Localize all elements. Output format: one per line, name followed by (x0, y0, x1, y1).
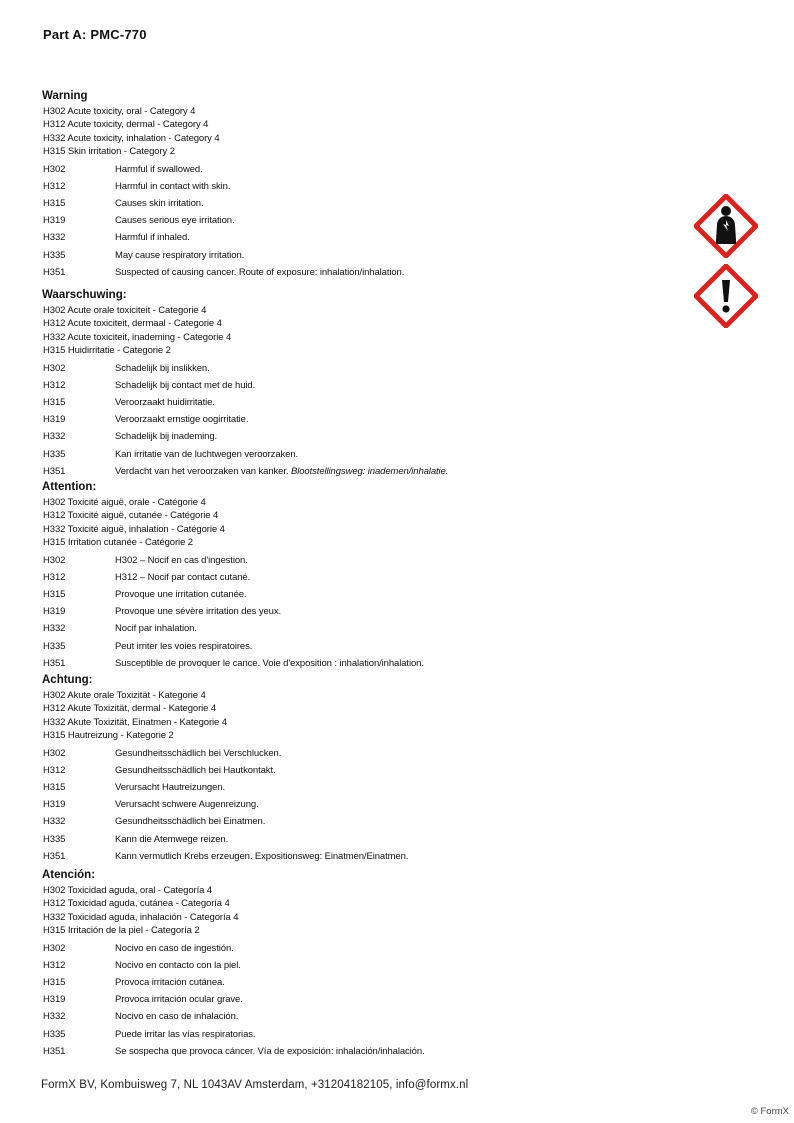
hazard-text: Se sospecha que provoca cáncer. Vía de exposición: inhalación/inhalación. (115, 1045, 425, 1057)
hazard-code: H312 (43, 180, 66, 192)
hazard-text: Provoque une irritation cutanée. (115, 589, 247, 600)
hazard-code: H315 (43, 397, 66, 408)
hazard-statement-row (42, 976, 602, 993)
hazard-text: Harmful if swallowed. (115, 163, 203, 175)
hazard-text: Verursacht schwere Augenreizung. (115, 799, 259, 811)
hazard-code: H315 (43, 782, 66, 793)
hazard-code: H351 (43, 465, 66, 477)
hazard-statement-row (42, 1045, 602, 1062)
hazard-text: Nocif par inhalation. (115, 623, 197, 635)
hazard-code: H351 (43, 850, 66, 862)
hazard-statement-row (42, 833, 602, 850)
hazard-statement-row (42, 1028, 602, 1045)
hazard-text: Peut irriter les voies respiratoires. (115, 640, 253, 652)
hazard-code: H335 (43, 1028, 66, 1040)
classification-item: H332 Acute toxicity, inhalation - Category 4 (43, 132, 220, 144)
hazard-code: H315 (43, 977, 66, 988)
classification-item: H312 Acute toxiciteit, dermaal - Categorie 4 (43, 318, 222, 330)
hazard-code: H312 (43, 764, 66, 776)
classification-item: H315 Hautreizung - Kategorie 2 (43, 730, 174, 742)
hazard-text: Suspected of causing cancer. Route of exposure: inhalation/inhalation. (115, 266, 405, 278)
hazard-statement-row (42, 448, 602, 465)
hazard-code: H332 (43, 431, 66, 443)
hazard-code: H312 (43, 959, 66, 971)
page-title: Part A: PMC-770 (43, 27, 147, 42)
hazard-statement-row (42, 396, 602, 413)
hazard-statement-list (42, 163, 602, 283)
classification-item: H332 Acute toxiciteit, inademing - Categorie 4 (43, 331, 232, 343)
hazard-statement-row (42, 413, 602, 430)
hazard-text: Gesundheitsschädlich bei Einatmen. (115, 816, 266, 828)
classification-item: H312 Toxicidad aguda, cutánea - Categoría 4 (43, 898, 230, 910)
hazard-statement-row (42, 798, 602, 815)
hazard-statement-row (42, 959, 602, 976)
hazard-section-en (42, 89, 602, 283)
hazard-code: H302 (43, 554, 66, 566)
hazard-statement-row (42, 640, 602, 657)
hazard-section-fr (42, 480, 602, 674)
hazard-statement-list (42, 942, 602, 1062)
hazard-statement-row (42, 214, 602, 231)
hazard-text: Schadelijk bij inslikken. (115, 362, 210, 374)
hazard-statement-row (42, 993, 602, 1010)
hazard-statement-row (42, 180, 602, 197)
exclamation-mark-icon (694, 264, 758, 328)
hazard-code: H312 (43, 379, 66, 391)
hazard-statement-row (42, 605, 602, 622)
classification-list (42, 884, 602, 938)
hazard-section-es (42, 868, 602, 1062)
hazard-text: Kann vermutlich Krebs erzeugen. Expositionsweg: Einatmen/Einatmen. (115, 850, 409, 862)
hazard-text: Veroorzaakt ernstige oogirritatie. (115, 414, 249, 426)
hazard-section-de (42, 673, 602, 867)
hazard-statement-row (42, 249, 602, 266)
hazard-text: Causes skin irritation. (115, 198, 204, 209)
hazard-code: H302 (43, 163, 66, 175)
exposure-route-note: Blootstellingsweg: inademen/inhalatie. (291, 465, 449, 477)
hazard-statement-row (42, 430, 602, 447)
classification-item: H312 Akute Toxizität, dermal - Kategorie 4 (43, 703, 217, 715)
classification-item: H302 Toxicité aiguë, orale - Catégorie 4 (43, 497, 206, 508)
hazard-statement-row (42, 379, 602, 396)
classification-item: H302 Akute orale Toxizität - Kategorie 4 (43, 690, 206, 701)
classification-item: H315 Huidirritatie - Categorie 2 (43, 345, 171, 357)
hazard-statement-row (42, 197, 602, 214)
hazard-code: H332 (43, 1011, 66, 1023)
hazard-statement-row (42, 657, 602, 674)
hazard-text: Nocivo en caso de inhalación. (115, 1011, 239, 1023)
hazard-text: May cause respiratory irritation. (115, 249, 245, 261)
hazard-text: Schadelijk bij contact met de huid. (115, 379, 256, 391)
hazard-code: H319 (43, 799, 66, 811)
hazard-code: H351 (43, 266, 66, 278)
hazard-statement-row (42, 231, 602, 248)
hazard-text: Susceptible de provoquer le cance. Voie d'exposition : inhalation/inhalation. (115, 657, 424, 669)
section-heading: Waarschuwing: (42, 289, 127, 301)
hazard-text: Verdacht van het veroorzaken van kanker. (115, 465, 289, 477)
classification-item: H332 Akute Toxizität, Einatmen - Kategorie 4 (43, 716, 227, 728)
hazard-text: Provoque une sévère irritation des yeux. (115, 606, 282, 618)
hazard-code: H319 (43, 994, 66, 1006)
footer-contact: FormX BV, Kombuisweg 7, NL 1043AV Amsterdam, +31204182105, info@formx.nl (41, 1079, 469, 1091)
classification-list (42, 304, 602, 358)
hazard-code: H319 (43, 414, 66, 426)
hazard-code: H302 (43, 942, 66, 954)
hazard-statement-row (42, 622, 602, 639)
hazard-code: H332 (43, 816, 66, 828)
hazard-statement-row (42, 362, 602, 379)
classification-item: H302 Acute orale toxiciteit - Categorie 4 (43, 305, 207, 316)
hazard-text: H312 – Nocif par contact cutané. (115, 571, 251, 583)
hazard-code: H335 (43, 833, 66, 845)
hazard-code: H332 (43, 623, 66, 635)
classification-item: H302 Acute toxicity, oral - Category 4 (43, 106, 196, 117)
section-heading: Achtung: (42, 674, 93, 686)
hazard-statement-row (42, 764, 602, 781)
hazard-code: H315 (43, 198, 66, 209)
hazard-statement-row (42, 781, 602, 798)
hazard-code: H351 (43, 1045, 66, 1057)
hazard-text: Nocivo en caso de ingestión. (115, 942, 234, 954)
hazard-statement-row (42, 850, 602, 867)
hazard-statement-row (42, 815, 602, 832)
hazard-text: Nocivo en contacto con la piel. (115, 959, 241, 971)
classification-list (42, 496, 602, 550)
hazard-text: Gesundheitsschädlich bei Hautkontakt. (115, 764, 276, 776)
classification-list (42, 689, 602, 743)
hazard-text: Schadelijk bij inademing. (115, 431, 218, 443)
copyright: © FormX (750, 1106, 789, 1117)
hazard-statement-row (42, 942, 602, 959)
hazard-statement-row (42, 266, 602, 283)
hazard-code: H335 (43, 448, 66, 460)
hazard-statement-row (42, 163, 602, 180)
hazard-code: H335 (43, 249, 66, 261)
hazard-section-nl (42, 288, 602, 482)
hazard-text: Verursacht Hautreizungen. (115, 782, 225, 793)
hazard-text: Gesundheitsschädlich bei Verschlucken. (115, 747, 282, 759)
section-heading: Atención: (42, 869, 96, 881)
hazard-code: H351 (43, 657, 66, 669)
hazard-text: Kann die Atemwege reizen. (115, 833, 229, 845)
health-hazard-icon (694, 194, 758, 258)
hazard-statement-row (42, 554, 602, 571)
classification-item: H312 Toxicité aiguë, cutanée - Catégorie 4 (43, 510, 219, 522)
ghs-pictograms (694, 194, 760, 334)
hazard-statement-list (42, 747, 602, 867)
hazard-statement-row (42, 588, 602, 605)
classification-item: H315 Irritación de la piel - Categoría 2 (43, 925, 200, 937)
classification-list (42, 105, 602, 159)
hazard-code: H332 (43, 232, 66, 244)
hazard-code: H315 (43, 589, 66, 600)
classification-item: H302 Toxicidad aguda, oral - Categoría 4 (43, 885, 213, 896)
hazard-statement-row (42, 747, 602, 764)
hazard-code: H302 (43, 362, 66, 374)
hazard-text: H302 – Nocif en cas d'ingestion. (115, 554, 248, 566)
hazard-text: Causes serious eye irritation. (115, 215, 235, 227)
hazard-code: H319 (43, 606, 66, 618)
hazard-text: Provoca irritación ocular grave. (115, 994, 243, 1006)
section-heading: Warning (42, 90, 88, 102)
classification-item: H312 Acute toxicity, dermal - Category 4 (43, 119, 209, 131)
hazard-text: Harmful in contact with skin. (115, 180, 231, 192)
classification-item: H315 Skin irritation - Category 2 (43, 146, 175, 158)
hazard-statement-list (42, 362, 602, 482)
hazard-code: H312 (43, 571, 66, 583)
hazard-text: Provoca irritación cutánea. (115, 977, 225, 988)
hazard-text: Harmful if inhaled. (115, 232, 190, 244)
classification-item: H332 Toxicidad aguda, inhalación - Categoría 4 (43, 911, 239, 923)
hazard-statement-row (42, 1010, 602, 1027)
hazard-code: H319 (43, 215, 66, 227)
hazard-text: Veroorzaakt huidirritatie. (115, 397, 215, 408)
hazard-text: Kan irritatie van de luchtwegen veroorzaken. (115, 448, 299, 460)
classification-item: H332 Toxicité aiguë, inhalation - Catégorie 4 (43, 523, 225, 535)
hazard-text: Puede irritar las vías respiratorias. (115, 1028, 256, 1040)
hazard-code: H302 (43, 747, 66, 759)
hazard-statement-row (42, 571, 602, 588)
section-heading: Attention: (42, 481, 97, 493)
hazard-code: H335 (43, 640, 66, 652)
classification-item: H315 Irritation cutanée - Catégorie 2 (43, 537, 193, 549)
hazard-statement-list (42, 554, 602, 674)
